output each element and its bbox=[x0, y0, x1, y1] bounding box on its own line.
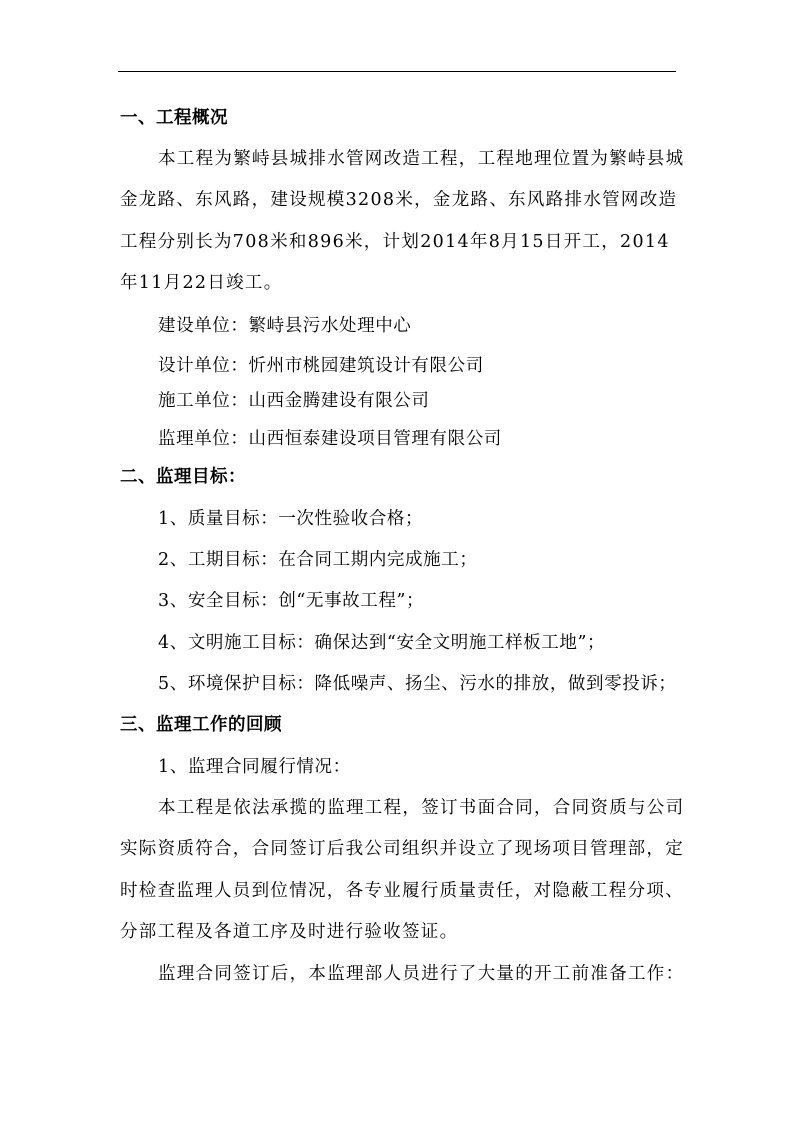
review-paragraph-line-1: 本工程是依法承揽的监理工程，签订书面合同，合同资质与公司 bbox=[158, 798, 685, 818]
review-subheading: 1、监理合同履行情况： bbox=[158, 757, 351, 777]
goal-civilized-construction: 4、文明施工目标：确保达到“安全文明施工样板工地”； bbox=[158, 633, 606, 653]
review-paragraph2-line-1: 监理合同签订后，本监理部人员进行了大量的开工前准备工作： bbox=[158, 964, 685, 984]
header-rule bbox=[118, 71, 676, 72]
design-unit: 设计单位：忻州市桃园建筑设计有限公司 bbox=[158, 356, 484, 376]
section-heading-overview: 一、工程概况 bbox=[120, 108, 228, 128]
goal-safety: 3、安全目标：创“无事故工程”； bbox=[158, 591, 425, 611]
builder-unit: 施工单位：山西金腾建设有限公司 bbox=[158, 391, 430, 411]
goal-schedule: 2、工期目标：在合同工期内完成施工； bbox=[158, 550, 478, 570]
review-paragraph-line-3: 时检查监理人员到位情况，各专业履行质量责任，对隐蔽工程分项、 bbox=[120, 881, 684, 901]
section-heading-review: 三、监理工作的回顾 bbox=[120, 715, 282, 735]
overview-paragraph-line-3: 工程分别长为708米和896米，计划2014年8月15日开工，2014 bbox=[120, 232, 670, 252]
supervision-unit: 监理单位：山西恒泰建设项目管理有限公司 bbox=[158, 429, 502, 449]
overview-paragraph-line-2: 金龙路、东风路，建设规模3208米，金龙路、东风路排水管网改造 bbox=[120, 190, 678, 210]
section-heading-goals: 二、监理目标： bbox=[120, 467, 246, 487]
construction-unit: 建设单位：繁峙县污水处理中心 bbox=[158, 316, 412, 336]
overview-paragraph-line-4: 年11月22日竣工。 bbox=[120, 273, 283, 293]
goal-quality: 1、质量目标：一次性验收合格； bbox=[158, 509, 424, 529]
review-paragraph-line-2: 实际资质符合，合同签订后我公司组织并设立了现场项目管理部，定 bbox=[120, 839, 684, 859]
overview-paragraph-line-1: 本工程为繁峙县城排水管网改造工程，工程地理位置为繁峙县城 bbox=[158, 149, 685, 169]
goal-environment: 5、环境保护目标：降低噪声、扬尘、污水的排放，做到零投诉； bbox=[158, 674, 677, 694]
review-paragraph-line-4: 分部工程及各道工序及时进行验收签证。 bbox=[120, 922, 459, 942]
